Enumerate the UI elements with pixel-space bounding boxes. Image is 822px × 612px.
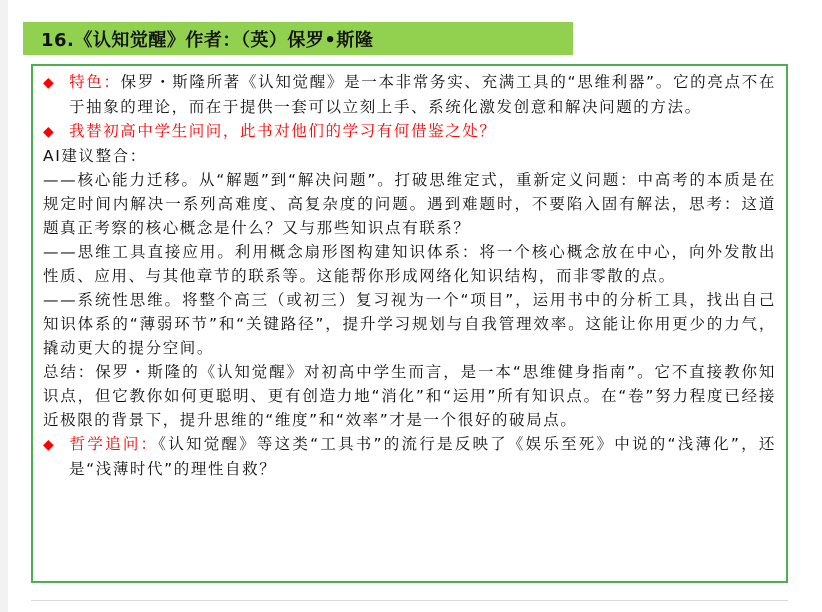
title-bar bbox=[23, 22, 573, 55]
content-box bbox=[31, 64, 788, 583]
summary-paragraph: 总结：保罗・斯隆的《认知觉醒》对初高中学生而言，是一本“思维健身指南”。它不直接教你知识点，但它教你如何更聪明、更有创造力地“消化”和“运用”所有知识点。在“卷”努力程度已经接近极限的背景下，提升思维的“维度”和“效率”才是一个很好的破局点。 bbox=[43, 363, 776, 429]
feature-text: 保罗・斯隆所著《认知觉醒》是一本非常务实、充满工具的“思维利器”。它的亮点不在于抽象的理论，而在于提供一套可以立刻上手、系统化激发创意和解决问题的方法。 bbox=[69, 73, 776, 116]
diamond-bullet-icon: ◆ bbox=[43, 75, 56, 91]
footer-divider bbox=[31, 600, 788, 601]
left-edge-strip bbox=[0, 0, 8, 612]
point-thinking-tools: ——思维工具直接应用。利用概念扇形图构建知识体系：将一个核心概念放在中心，向外发散出性质、应用、与其他章节的联系等。这能帮你形成网络化知识结构，而非零散的点。 bbox=[43, 243, 776, 285]
ai-heading: AI建议整合： bbox=[43, 147, 147, 165]
question-text: 我替初高中学生问问，此书对他们的学习有何借鉴之处？ bbox=[69, 122, 497, 140]
diamond-bullet-icon: ◆ bbox=[43, 124, 56, 140]
point-core-ability: ——核心能力迁移。从“解题”到“解决问题”。打破思维定式，重新定义问题：中高考的本质是在规定时间内解决一系列高难度、高复杂度的问题。遇到难题时，不要陷入固有解法，思考：这道题真正考察的核心概念是什么？又与那些知识点有联系？ bbox=[43, 171, 776, 237]
feature-label: 特色： bbox=[69, 73, 121, 91]
philosophy-paragraph bbox=[43, 432, 776, 481]
page-title: 16.《认知觉醒》作者：（英）保罗•斯隆 bbox=[41, 29, 374, 51]
philosophy-text: 《认知觉醒》等这类“工具书”的流行是反映了《娱乐至死》中说的“浅薄化”，还是“浅薄时代”的理性自救？ bbox=[69, 435, 776, 478]
feature-paragraph bbox=[43, 70, 776, 119]
question-paragraph bbox=[43, 119, 776, 144]
point-systems-thinking: ——系统性思维。将整个高三（或初三）复习视为一个“项目”，运用书中的分析工具，找出自己知识体系的“薄弱环节”和“关键路径”，提升学习规划与自我管理效率。这能让你用更少的力气，撬动更大的提分空间。 bbox=[43, 291, 776, 357]
philosophy-label: 哲学追问： bbox=[69, 435, 159, 453]
diamond-bullet-icon: ◆ bbox=[43, 437, 56, 453]
